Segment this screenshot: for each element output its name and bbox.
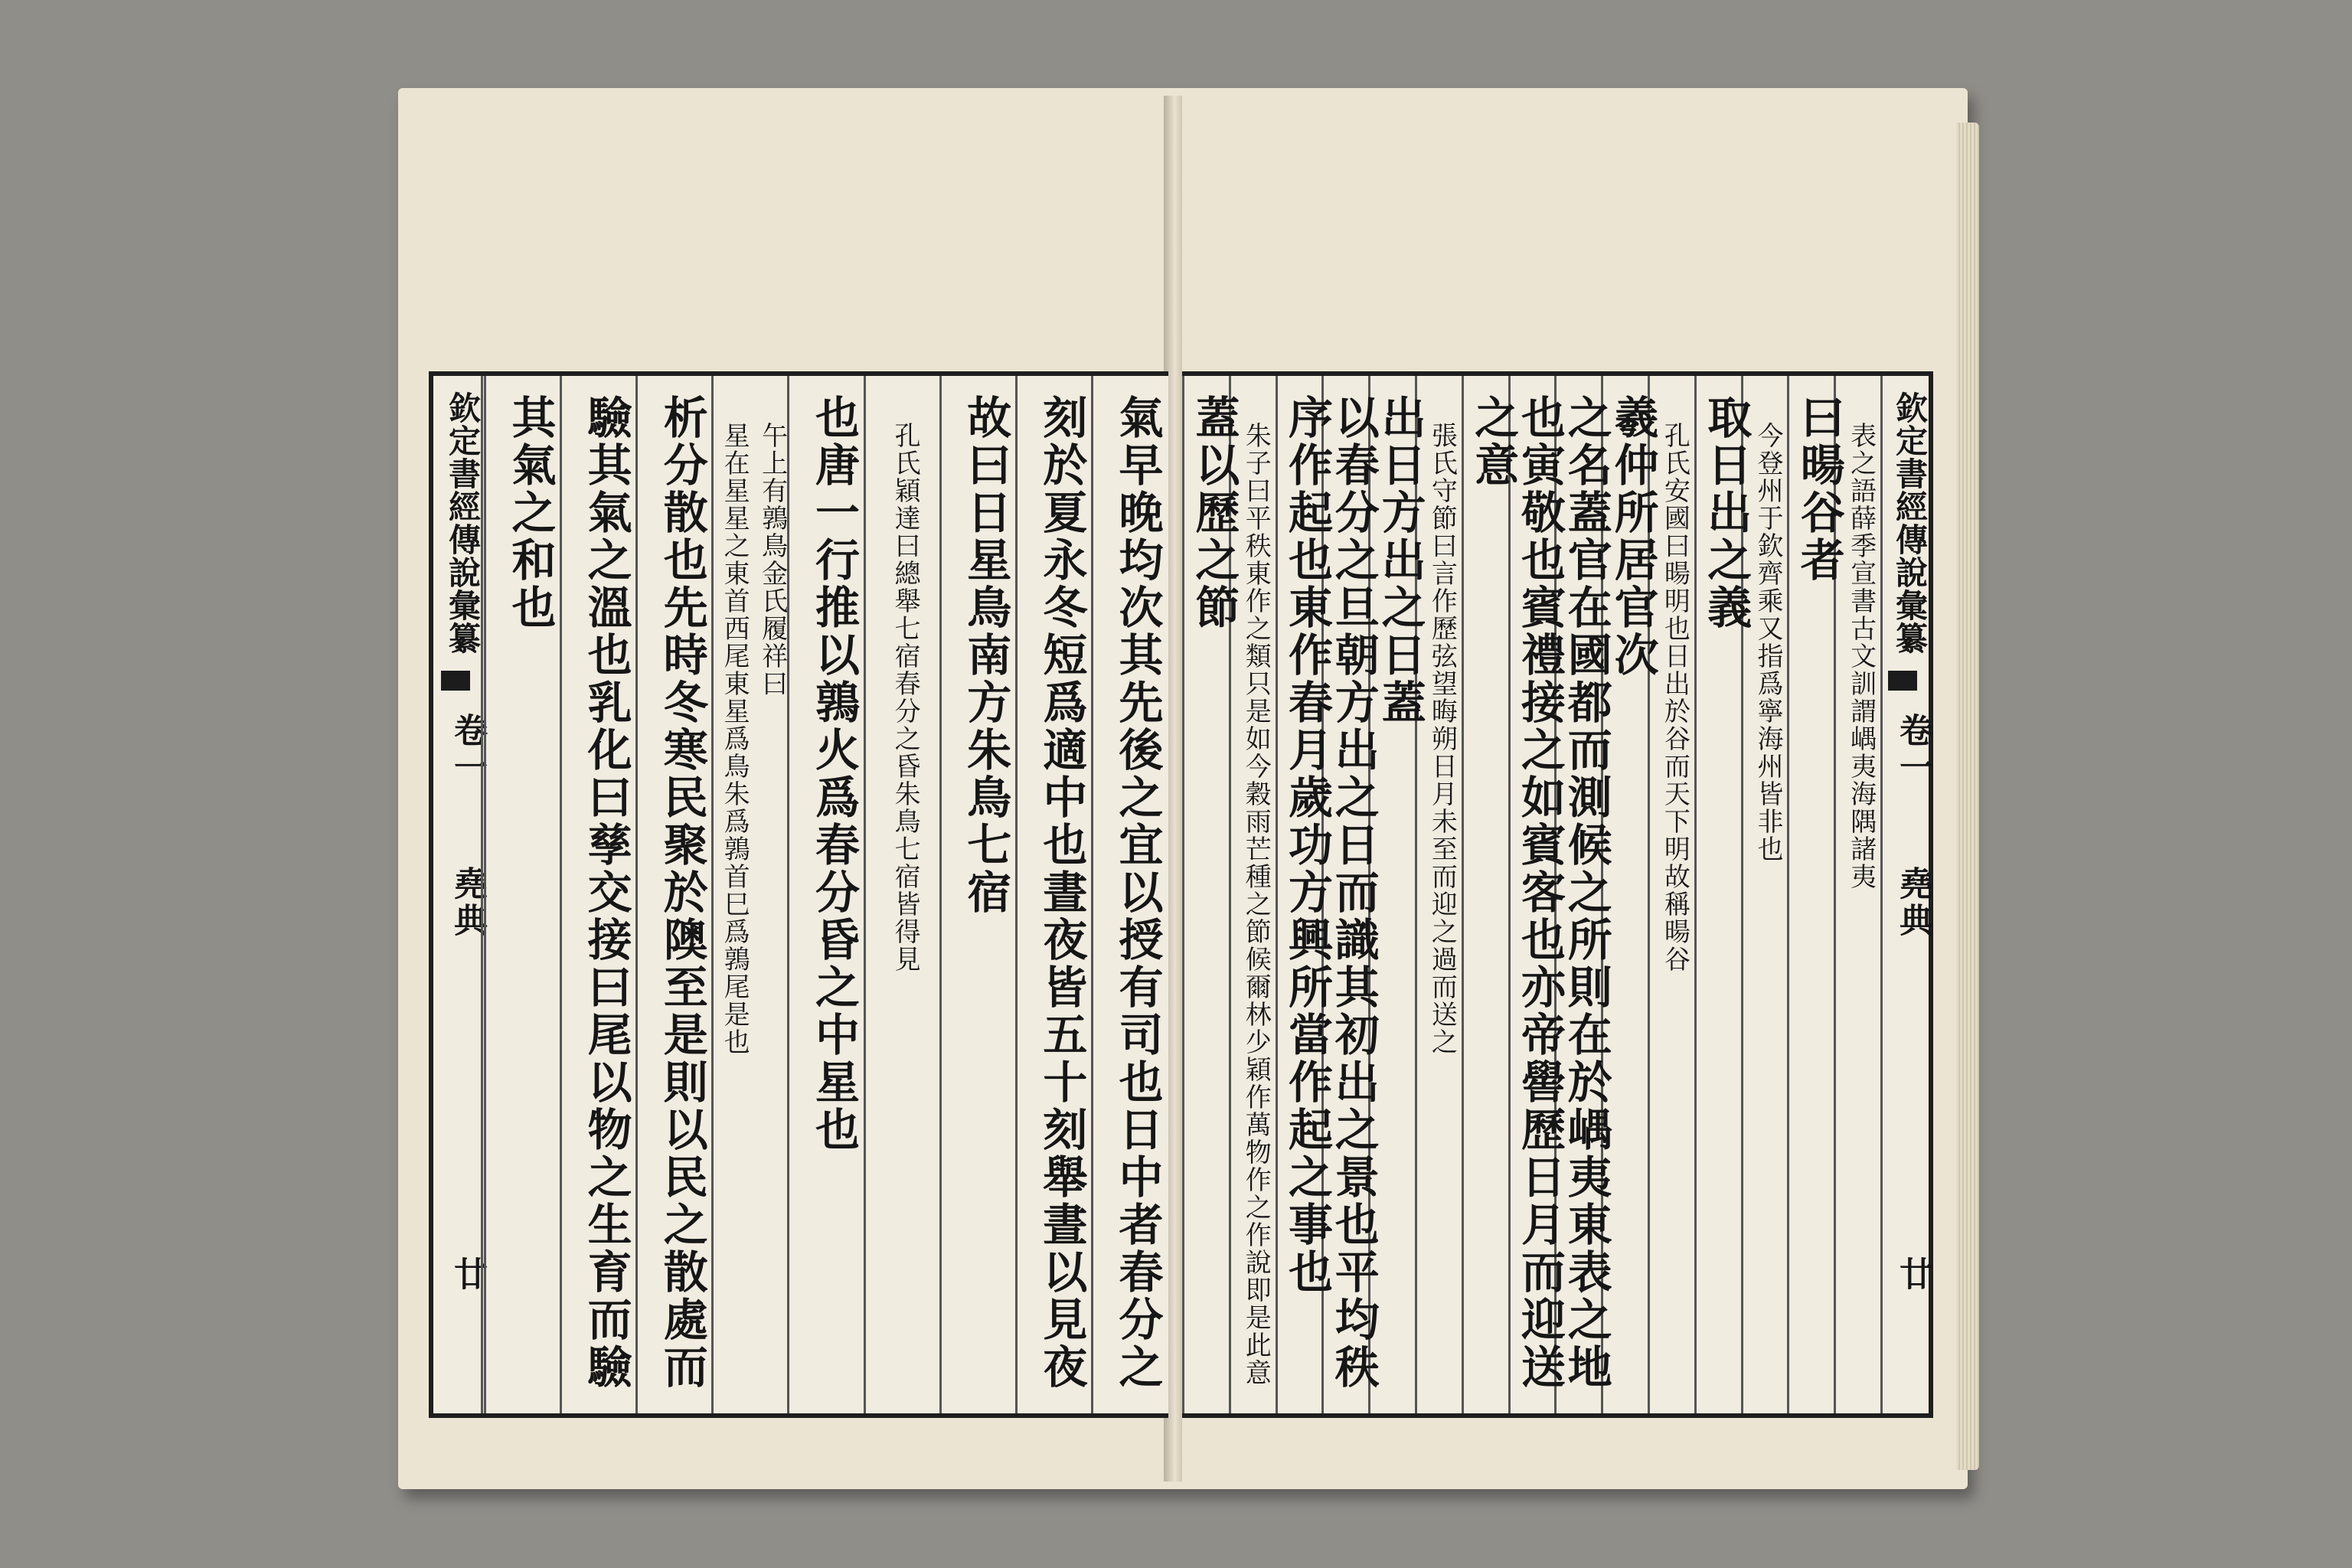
text-column: 取日出之義 (1700, 394, 1753, 632)
left-margin-volume: 卷一 (448, 713, 487, 786)
text-column: 曰暘谷者 (1792, 394, 1845, 584)
text-column: 刻於夏永冬短爲適中也晝夜皆五十刻舉晝以見夜 (1035, 394, 1088, 1391)
text-column: 故曰日星鳥南方朱鳥七宿 (959, 394, 1012, 916)
text-column: 張氏守節曰言作歷弦望晦朔日月未至而迎之過而送之 (1426, 422, 1458, 1056)
text-column: 羲仲所居官次 (1606, 394, 1659, 679)
text-column: 蓋以歷之節 (1187, 394, 1240, 632)
text-column: 表之語薛季宣書古文訓謂嵎夷海隅諸夷 (1845, 422, 1877, 890)
right-margin-title: 欽定書經傳說彙纂 (1891, 391, 1929, 655)
text-column: 孔氏穎達曰總舉七宿春分之昏朱鳥七宿皆得見 (890, 422, 921, 973)
text-column: 朱子曰平秩東作之類只是如今穀雨芒種之節候爾林少穎作萬物作之作說即是此意 (1240, 422, 1272, 1387)
text-column: 之意 (1467, 394, 1520, 489)
left-margin-title: 欽定書經傳說彙纂 (444, 391, 482, 655)
text-column: 孔氏安國曰暘明也日出於谷而天下明故稱暘谷 (1659, 422, 1690, 973)
text-column: 驗其氣之溫也乳化曰孳交接曰尾以物之生育而驗 (580, 394, 632, 1391)
column-rule (1880, 376, 1883, 1413)
text-column: 氣早晚均次其先後之宜以授有司也日中者春分之 (1111, 394, 1164, 1391)
column-rule (484, 376, 486, 1413)
fishtail-mark (1888, 671, 1917, 691)
right-page-frame (1182, 371, 1933, 1418)
right-margin-chapter: 堯典 (1893, 866, 1932, 939)
text-column: 其氣之和也 (504, 394, 557, 632)
text-column: 之名蓋官在國都而測候之所則在於嵎夷東表之地 (1560, 394, 1612, 1391)
text-column: 析分散也先時冬寒民聚於隩至是則以民之散處而 (655, 394, 708, 1391)
page-edges (1956, 122, 1979, 1470)
column-rule (1462, 376, 1464, 1413)
left-page-frame (429, 371, 1168, 1418)
text-column: 序作起也東作春月歲功方興所當作起之事也 (1281, 394, 1333, 1296)
left-margin-folio: 廿 (448, 1256, 487, 1293)
text-column: 出日方出之日蓋 (1374, 394, 1426, 727)
column-rule (939, 376, 942, 1413)
right-margin-folio: 廿 (1893, 1256, 1932, 1293)
text-column: 也寅敬也賓禮接之如賓客也亦帝嚳歷日月而迎送 (1514, 394, 1566, 1391)
text-column: 以春分之旦朝方出之日而識其初出之景也平均秩 (1327, 394, 1380, 1391)
text-column: 星在星星之東首西尾東星爲鳥朱爲鶉首巳爲鶉尾是也 (719, 422, 750, 1056)
text-column: 午上有鶉鳥金氏履祥曰 (756, 422, 788, 697)
left-margin-chapter: 堯典 (448, 866, 487, 939)
fishtail-mark (441, 671, 470, 691)
column-rule (481, 376, 483, 1413)
text-column: 也唐一行推以鶉火爲春分昏之中星也 (808, 394, 860, 1154)
text-column: 今登州于欽齊乘又指爲寧海州皆非也 (1753, 422, 1783, 863)
right-margin-volume: 卷一 (1893, 713, 1932, 786)
